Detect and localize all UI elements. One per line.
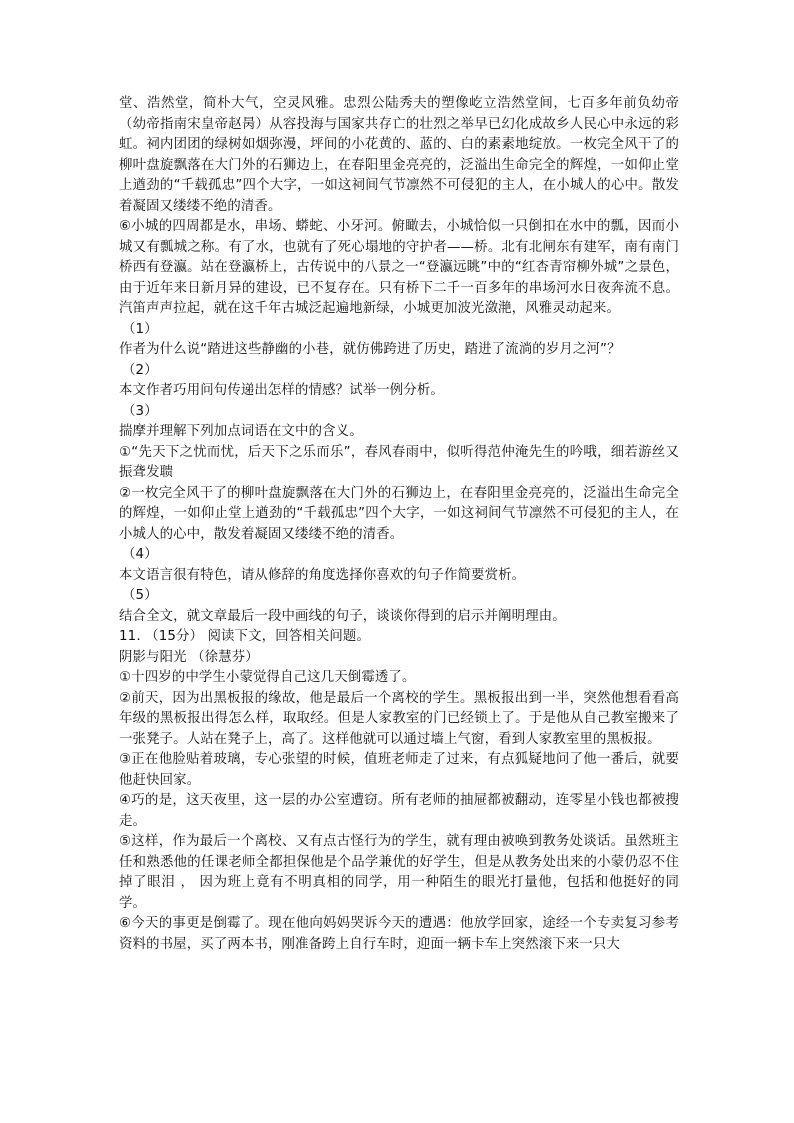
document-page xyxy=(119,94,679,955)
question-3-text: 揣摩并理解下列加点词语在文中的含义。 xyxy=(119,424,363,439)
question-3-item-2: ②一枚完全风干了的柳叶盘旋飘落在大门外的石狮边上，在春阳里金亮亮的，泛溢出生命完全的辉煌，一如仰止堂上遒劲的“千载孤忠”四个大字，一如这祠间气节凛然不可侵犯的主人，在小城人的心中，散发着凝固又缕缕不绝的清香。 xyxy=(119,485,679,542)
paragraph-temple-description: 堂、浩然堂，简朴大气，空灵风雅。忠烈公陆秀夫的塑像屹立浩然堂间，七百多年前负幼帝（幼帝指南宋皇帝赵昺）从容投海与国家共存亡的壮烈之举早已幻化成故乡人民心中永远的彩虹。祠内团团的绿树如烟弥漫，坪间的小花黄的、蓝的、白的素素地绽放。一枚完全风干了的柳叶盘旋飘落在大门外的石狮边上，在春阳里金亮亮的，泛溢出生命完全的辉煌，一如仰止堂上遒劲的“千载孤忠”四个大字，一如这祠间气节凛然不可侵犯的主人，在小城人的心中。散发着凝固又缕缕不绝的清香。 xyxy=(119,96,679,214)
article-title: 阴影与阳光 （徐慧芬） xyxy=(119,649,259,665)
question-number-5: （5） xyxy=(122,588,158,603)
article-paragraph-3: ③正在他脸贴着玻璃，专心张望的时候，值班老师走了过来，有点狐疑地问了他一番后，就要他赶快回家。 xyxy=(119,752,679,788)
question-number-1: （1） xyxy=(122,321,158,337)
paragraph-6-city-water: ⑥小城的四周都是水，串场、蟒蛇、小牙河。俯瞰去，小城恰似一只倒扣在水中的瓢，因而小城又有瓢城之称。有了水，也就有了死心塌地的守护者——桥。北有北闸东有建军，南有南门桥西有登瀛。站在登瀛桥上，古传说中的八景之一“登瀛远眺”中的“红杏青帘柳外城”之景色，由于近年来日新月异的建设，已不复存在。只有桥下二千一百多年的串场河水日夜奔流不息。汽笛声声拉起，就在这千年古城泛起遍地新绿，小城更加波光潋滟，风雅灵动起来。 xyxy=(119,219,679,316)
section-11-heading: 11. （15分） 阅读下文，回答相关问题。 xyxy=(119,629,371,644)
question-4-text: 本文语言很有特色，请从修辞的角度选择你喜欢的句子作简要赏析。 xyxy=(119,567,526,583)
question-1-text: 作者为什么说“踏进这些静幽的小巷，就仿佛跨进了历史，踏进了流淌的岁月之河”？ xyxy=(119,342,621,357)
question-number-3: （3） xyxy=(122,403,158,419)
question-number-4: （4） xyxy=(122,547,158,562)
article-paragraph-5: ⑤这样，作为最后一个离校、又有点古怪行为的学生，就有理由被唤到教务处谈话。虽然班主任和熟悉他的任课老师全都担保他是个品学兼优的好学生，但是从教务处出来的小蒙仍忍不住掉了眼泪 ， 因为班上竟有不明真相的同学，用一种陌生的眼光打量他，包括和他挺好的同学。 xyxy=(119,834,679,911)
article-paragraph-4: ④巧的是，这天夜里，这一层的办公室遭窃。所有老师的抽屉都被翻动，连零星小钱也都被搜走。 xyxy=(119,793,679,829)
article-paragraph-2: ②前天，因为出黑板报的缘故，他是最后一个离校的学生。黑板报出到一半，突然他想看看高年级的黑板报出得怎么样，取取经。但是人家教室的门已经锁上了。于是他从自己教室搬来了一张凳子。人站在凳子上，高了。这样他就可以通过墙上气窗，看到人家教室里的黑板报。 xyxy=(119,690,679,747)
question-3-item-1: ①“先天下之忧而忧，后天下之乐而乐”，春风春雨中，似听得范仲淹先生的吟哦，细若游丝又振聋发聩 xyxy=(119,444,679,480)
article-paragraph-1: ①十四岁的中学生小蒙觉得自己这几天倒霉透了。 xyxy=(119,670,416,685)
question-5-text: 结合全文，就文章最后一段中画线的句子，谈谈你得到的启示并阐明理由。 xyxy=(119,608,566,624)
article-paragraph-6: ⑥今天的事更是倒霉了。现在他向妈妈哭诉今天的遭遇：他放学回家，途经一个专卖复习参考资料的书屋，买了两本书，刚准备跨上自行车时，迎面一辆卡车上突然滚下来一只大 xyxy=(119,916,679,952)
question-2-text: 本文作者巧用问句传递出怎样的情感？试举一例分析。 xyxy=(119,383,444,398)
question-number-2: （2） xyxy=(122,362,158,378)
